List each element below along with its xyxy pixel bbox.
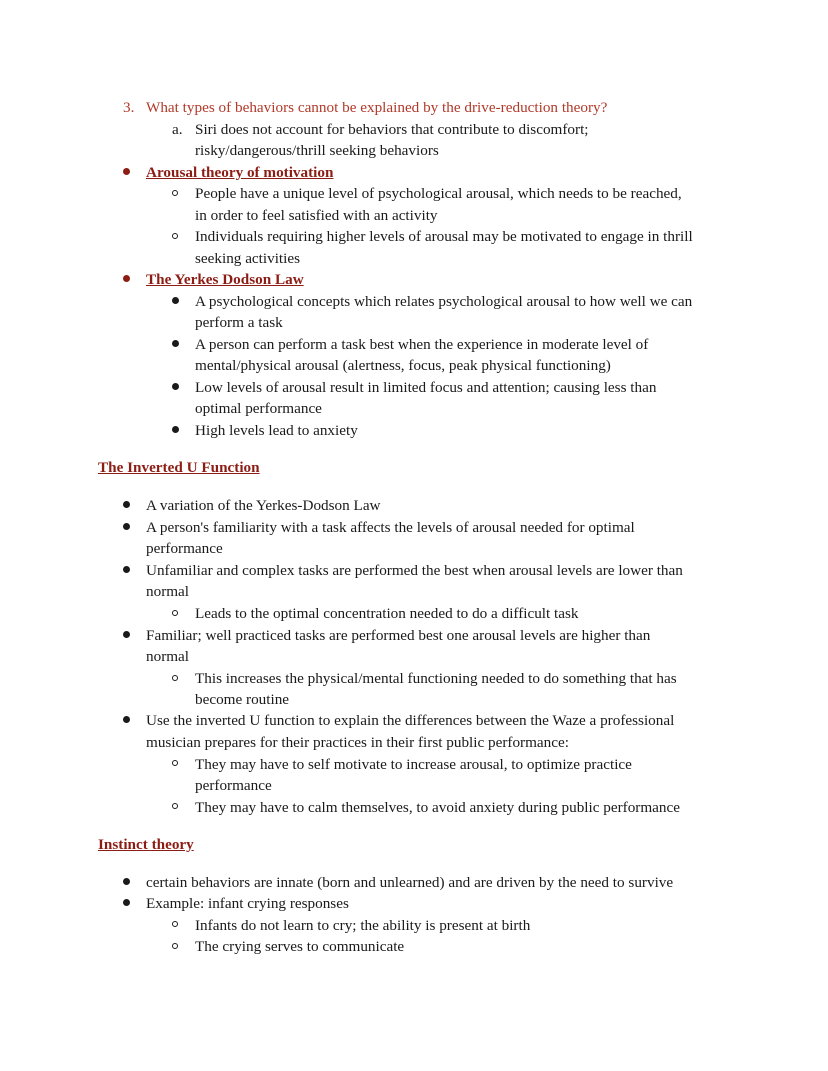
- bullet-disc-icon: [123, 523, 130, 530]
- bullet-circle-icon: [172, 610, 178, 616]
- q3-answer-marker: a.: [172, 121, 183, 138]
- inverted-b3-line-1: Unfamiliar and complex tasks are performed the best when arousal levels are lower than: [146, 562, 683, 579]
- bullet-disc-icon: [123, 168, 130, 175]
- bullet-disc-icon: [172, 383, 179, 390]
- inverted-b2-line-2: performance: [146, 540, 223, 557]
- q3-answer-line-1: Siri does not account for behaviors that contribute to discomfort;: [195, 121, 589, 138]
- bullet-circle-icon: [172, 803, 178, 809]
- yerkes-item-2-line-1: A person can perform a task best when the experience in moderate level of: [195, 336, 649, 353]
- bullet-disc-icon: [172, 426, 179, 433]
- yerkes-item-2-line-2: mental/physical arousal (alertness, focus, peak physical functioning): [195, 357, 611, 374]
- inverted-b5-line-1: Use the inverted U function to explain the differences between the Waze a professional: [146, 712, 675, 729]
- instinct-b1-line-1: certain behaviors are innate (born and unlearned) and are driven by the need to survive: [146, 874, 674, 891]
- inverted-b3-line-2: normal: [146, 583, 190, 600]
- inverted-u-heading: The Inverted U Function: [98, 459, 260, 476]
- yerkes-item-3-line-1: Low levels of arousal result in limited focus and attention; causing less than: [195, 379, 657, 396]
- yerkes-item-3-line-2: optimal performance: [195, 400, 322, 417]
- inverted-b1-line-1: A variation of the Yerkes-Dodson Law: [146, 497, 381, 514]
- instinct-b2-line-1: Example: infant crying responses: [146, 895, 349, 912]
- inverted-b3-sub-line-1: Leads to the optimal concentration needed to do a difficult task: [195, 605, 579, 622]
- arousal-item-2-line-2: seeking activities: [195, 250, 301, 267]
- inverted-b4-line-2: normal: [146, 648, 190, 665]
- bullet-circle-icon: [172, 760, 178, 766]
- inverted-b5-sub2-line-1: They may have to calm themselves, to avoid anxiety during public performance: [195, 799, 680, 816]
- inverted-b2-line-1: A person's familiarity with a task affects the levels of arousal needed for optimal: [146, 519, 635, 536]
- bullet-circle-icon: [172, 233, 178, 239]
- yerkes-item-1-line-1: A psychological concepts which relates psychological arousal to how well we can: [195, 293, 693, 310]
- arousal-item-1-line-2: in order to feel satisfied with an activity: [195, 207, 438, 224]
- yerkes-item-4-line-1: High levels lead to anxiety: [195, 422, 358, 439]
- inverted-b5-sub1-line-2: performance: [195, 777, 272, 794]
- yerkes-item-1-line-2: perform a task: [195, 314, 283, 331]
- bullet-disc-icon: [123, 566, 130, 573]
- inverted-b5-sub1-line-1: They may have to self motivate to increase arousal, to optimize practice: [195, 756, 632, 773]
- bullet-disc-icon: [123, 899, 130, 906]
- q3-question: What types of behaviors cannot be explained by the drive-reduction theory?: [146, 99, 608, 116]
- yerkes-dodson-heading: The Yerkes Dodson Law: [146, 271, 304, 288]
- bullet-disc-icon: [172, 340, 179, 347]
- bullet-disc-icon: [123, 716, 130, 723]
- inverted-b5-line-2: musician prepares for their practices in their first public performance:: [146, 734, 569, 751]
- inverted-b4-sub-line-2: become routine: [195, 691, 290, 708]
- bullet-disc-icon: [123, 275, 130, 282]
- instinct-theory-heading: Instinct theory: [98, 836, 194, 853]
- bullet-circle-icon: [172, 921, 178, 927]
- arousal-theory-heading: Arousal theory of motivation: [146, 164, 334, 181]
- bullet-circle-icon: [172, 943, 178, 949]
- instinct-b2-sub1-line-1: Infants do not learn to cry; the ability is present at birth: [195, 917, 531, 934]
- arousal-item-1-line-1: People have a unique level of psychological arousal, which needs to be reached,: [195, 185, 682, 202]
- arousal-item-2-line-1: Individuals requiring higher levels of arousal may be motivated to engage in thrill: [195, 228, 693, 245]
- bullet-circle-icon: [172, 675, 178, 681]
- inverted-b4-sub-line-1: This increases the physical/mental functioning needed to do something that has: [195, 670, 677, 687]
- bullet-disc-icon: [123, 501, 130, 508]
- q3-number: 3.: [123, 99, 135, 116]
- bullet-disc-icon: [123, 631, 130, 638]
- bullet-disc-icon: [123, 878, 130, 885]
- bullet-disc-icon: [172, 297, 179, 304]
- q3-answer-line-2: risky/dangerous/thrill seeking behaviors: [195, 142, 439, 159]
- bullet-circle-icon: [172, 190, 178, 196]
- inverted-b4-line-1: Familiar; well practiced tasks are performed best one arousal levels are higher than: [146, 627, 651, 644]
- instinct-b2-sub2-line-1: The crying serves to communicate: [195, 938, 405, 955]
